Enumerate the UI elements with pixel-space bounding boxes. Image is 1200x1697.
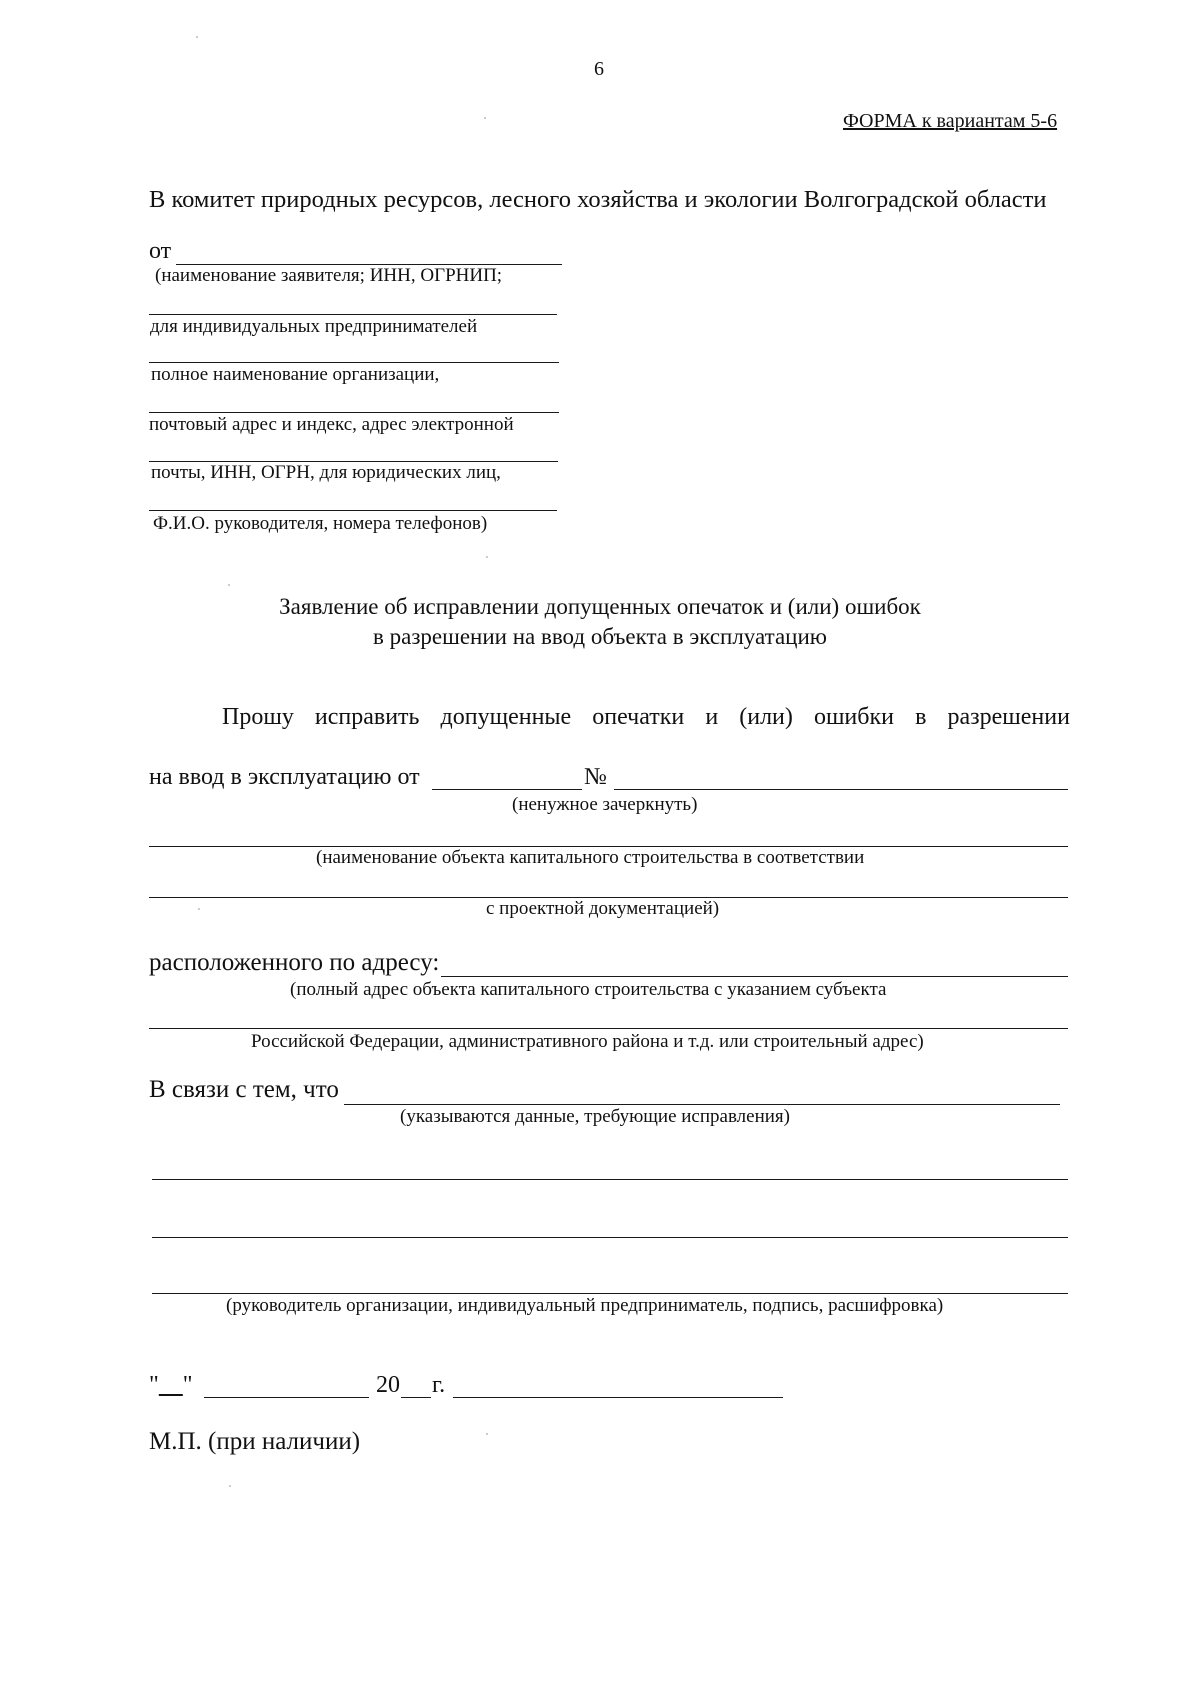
signature-line <box>152 1293 1068 1294</box>
permit-prefix: на ввод в эксплуатацию от <box>149 764 420 790</box>
request-word: опечатки <box>592 704 685 730</box>
scan-speck <box>484 117 486 119</box>
blank-line-1 <box>152 1179 1068 1180</box>
form-label: ФОРМА к вариантам 5-6 <box>843 110 1058 132</box>
from-label: от <box>149 238 172 264</box>
applicant-caption-5: почты, ИНН, ОГРН, для юридических лиц, <box>151 462 501 483</box>
stamp-label: М.П. (при наличии) <box>149 1428 361 1455</box>
request-word: исправить <box>314 704 420 730</box>
request-word: и <box>705 704 719 730</box>
applicant-line-6 <box>149 510 557 511</box>
document-title-line-1: Заявление об исправлении допущенных опечаток и (или) ошибок <box>279 594 921 619</box>
object-caption-2: с проектной документацией) <box>486 898 720 919</box>
document-title-line-2: в разрешении на ввод объекта в эксплуатацию <box>373 624 827 649</box>
address-caption-1: (полный адрес объекта капитального строительства с указанием субъекта <box>290 979 887 1000</box>
page-number: 6 <box>594 58 604 80</box>
day-blank <box>159 1372 183 1398</box>
request-line <box>222 704 1070 731</box>
date-line <box>149 1372 193 1399</box>
request-word: разрешении <box>947 704 1070 730</box>
address-label: расположенного по адресу: <box>149 949 440 976</box>
addressee: В комитет природных ресурсов, лесного хозяйства и экологии Волгоградской области <box>149 186 1047 213</box>
signature-caption: (руководитель организации, индивидуальный предприниматель, подпись, расшифровка) <box>226 1295 944 1316</box>
year-suffix: г. <box>432 1372 446 1398</box>
strike-note: (ненужное зачеркнуть) <box>512 794 698 815</box>
quote-open: " <box>149 1372 159 1398</box>
applicant-caption-4: почтовый адрес и индекс, адрес электронной <box>149 414 514 435</box>
applicant-line-4 <box>149 412 559 413</box>
scan-speck <box>229 1485 231 1487</box>
applicant-line-2 <box>149 314 557 315</box>
number-sign: № <box>584 764 607 790</box>
request-word: допущенные <box>440 704 572 730</box>
date-signature-line <box>453 1397 783 1398</box>
request-word: (или) <box>739 704 793 730</box>
address-caption-2: Российской Федерации, административного района и т.д. или строительный адрес) <box>251 1031 924 1052</box>
year-prefix: 20 <box>376 1372 400 1398</box>
reason-label: В связи с тем, что <box>149 1076 339 1103</box>
address-line-2 <box>149 1028 1068 1029</box>
request-word: ошибки <box>813 704 894 730</box>
scan-speck <box>486 556 488 558</box>
quote-close: " <box>182 1372 193 1398</box>
address-line <box>441 976 1068 977</box>
applicant-caption-6: Ф.И.О. руководителя, номера телефонов) <box>153 513 488 534</box>
applicant-caption-1: (наименование заявителя; ИНН, ОГРНИП; <box>155 265 503 286</box>
permit-date-line <box>432 789 582 790</box>
year-blank-line <box>401 1397 431 1398</box>
applicant-caption-3: полное наименование организации, <box>151 364 440 385</box>
month-line <box>204 1397 369 1398</box>
reason-caption: (указываются данные, требующие исправления) <box>400 1106 790 1127</box>
applicant-caption-2: для индивидуальных предпринимателей <box>150 316 478 337</box>
scan-speck <box>486 1433 488 1435</box>
scan-speck <box>228 584 230 586</box>
request-word: Прошу <box>222 704 294 730</box>
object-caption-1: (наименование объекта капитального строительства в соответствии <box>316 847 865 868</box>
reason-line <box>344 1104 1060 1105</box>
blank-line-2 <box>152 1237 1068 1238</box>
scan-speck <box>198 908 200 910</box>
request-word: в <box>915 704 927 730</box>
permit-number-line <box>614 789 1068 790</box>
scan-speck <box>196 36 198 38</box>
applicant-line-3 <box>149 362 559 363</box>
